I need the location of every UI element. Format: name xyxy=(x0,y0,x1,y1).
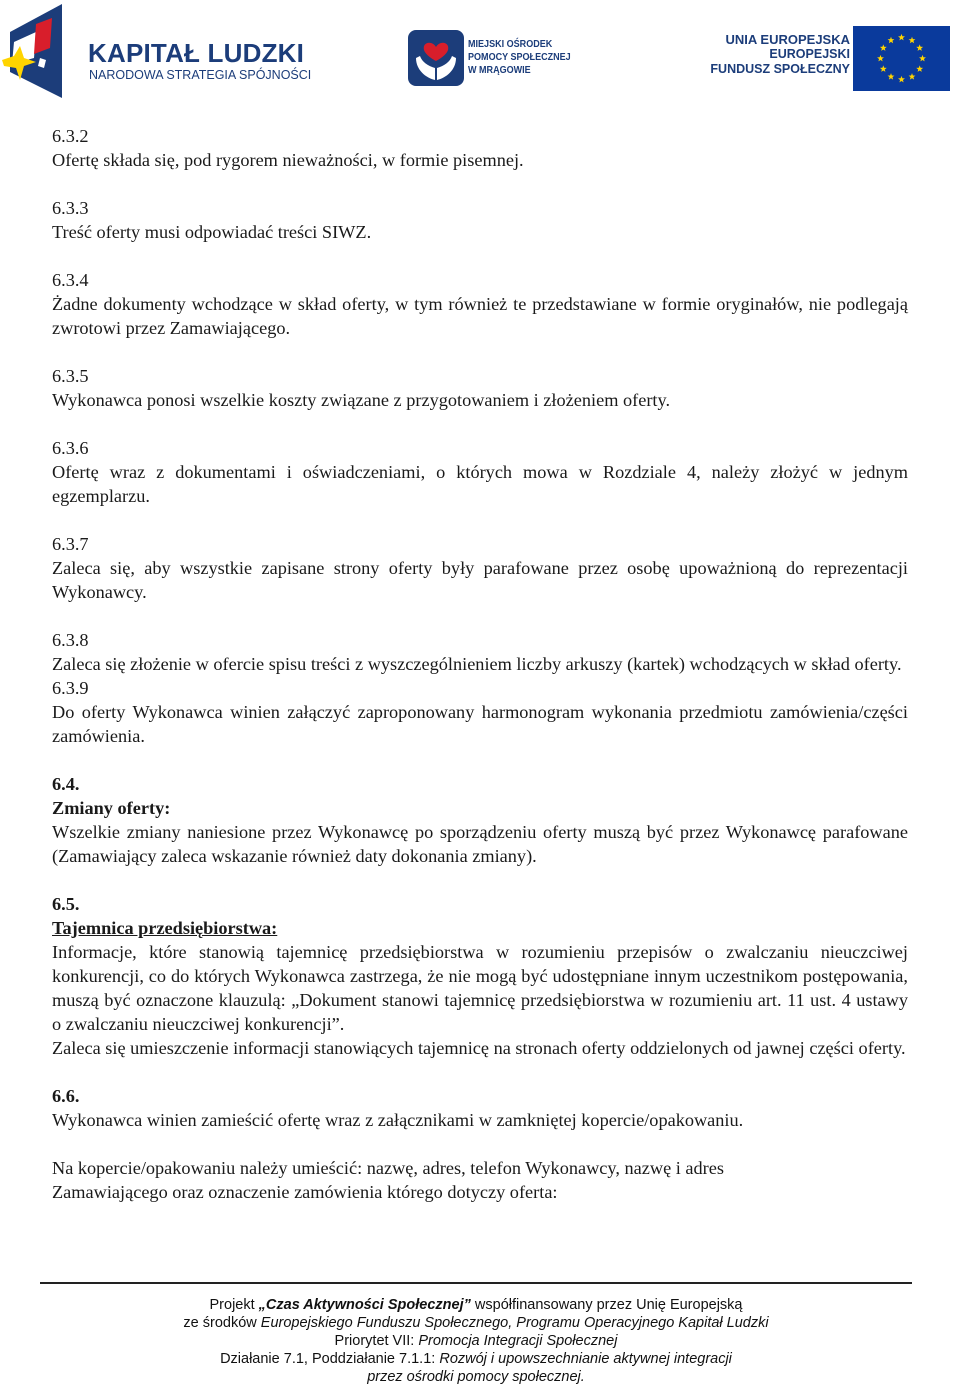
mops-logo xyxy=(408,30,608,90)
section-6-5 xyxy=(52,892,908,1060)
section-6-4 xyxy=(52,772,908,868)
footer-text: współfinansowany przez Unię Europejską xyxy=(470,1297,743,1313)
section-text: Do oferty Wykonawca winien załączyć zaproponowany harmonogram wykonania przedmiotu zamówienia/części zamówienia. xyxy=(52,702,908,746)
footer-text: ze środków xyxy=(183,1315,261,1331)
eu-efs-text xyxy=(700,32,850,77)
section-number: 6.3.3 xyxy=(52,198,89,218)
section-text: Żadne dokumenty wchodzące w skład oferty, w tym również te przedstawiane w formie oryginałów, nie podlegają zwrotowi przez Zamawiającego. xyxy=(52,294,908,338)
section-number: 6.3.7 xyxy=(52,534,89,554)
section-6-3-8 xyxy=(52,628,908,676)
section-number: 6.4. xyxy=(52,774,80,794)
section-number: 6.6. xyxy=(52,1086,80,1106)
section-number: 6.3.8 xyxy=(52,630,89,650)
footer-text: Priorytet VII: xyxy=(334,1333,419,1349)
section-number: 6.3.6 xyxy=(52,438,89,458)
kapital-ludzki-logo xyxy=(0,2,330,102)
section-6-3-3 xyxy=(52,196,908,244)
section-6-3-9 xyxy=(52,676,908,748)
footer-line-4 xyxy=(40,1350,912,1368)
eu-flag-icon xyxy=(853,26,950,91)
footer-line-3 xyxy=(40,1332,912,1350)
section-number: 6.3.2 xyxy=(52,126,89,146)
footer-line-5 xyxy=(40,1368,912,1386)
footer-text: Projekt xyxy=(209,1297,259,1313)
section-6-3-7 xyxy=(52,532,908,604)
section-text: Zaleca się złożenie w ofercie spisu treści z wyszczególnieniem liczby arkuszy (kartek) wchodzących w skład oferty. xyxy=(52,654,902,674)
footer-divider xyxy=(40,1282,912,1284)
page-footer xyxy=(40,1296,912,1386)
kapital-ludzki-title: KAPITAŁ LUDZKI xyxy=(88,38,305,68)
footer-line-2 xyxy=(40,1314,912,1332)
eu-efs-logo xyxy=(700,24,952,96)
kapital-ludzki-emblem-icon xyxy=(0,2,80,102)
section-6-3-2 xyxy=(52,124,908,172)
section-text: Ofertę wraz z dokumentami i oświadczeniami, o których mowa w Rozdziale 4, należy złożyć w jednym egzemplarzu. xyxy=(52,462,908,506)
mops-name-line: W MRĄGOWIE xyxy=(468,64,531,76)
footer-text: Działanie 7.1, Poddziałanie 7.1.1: xyxy=(220,1351,440,1367)
section-text: Wszelkie zmiany naniesione przez Wykonawcę po sporządzeniu oferty muszą być przez Wykonawcę parafowane (Zamawiający zaleca wskazanie również daty dokonania zmiany). xyxy=(52,822,908,866)
section-title: Zmiany oferty: xyxy=(52,798,171,818)
section-number: 6.3.4 xyxy=(52,270,89,290)
mops-name xyxy=(468,38,588,77)
footer-italic-text: Promocja Integracji Społecznej xyxy=(418,1333,618,1349)
footer-italic-text: Europejskiego Funduszu Społecznego, Programu Operacyjnego Kapitał Ludzki xyxy=(260,1315,769,1331)
section-title: Tajemnica przedsiębiorstwa: xyxy=(52,918,278,938)
eu-line: FUNDUSZ SPOŁECZNY xyxy=(710,62,850,76)
section-number: 6.5. xyxy=(52,894,80,914)
mops-name-line: POMOCY SPOŁECZNEJ xyxy=(468,51,571,63)
section-6-3-5 xyxy=(52,364,908,412)
closing-line: Na kopercie/opakowaniu należy umieścić: nazwę, adres, telefon Wykonawcy, nazwę i adres xyxy=(52,1158,724,1178)
section-text: Wykonawca ponosi wszelkie koszty związane z przygotowaniem i złożeniem oferty. xyxy=(52,390,671,410)
project-name: „Czas Aktywności Społecznej” xyxy=(258,1297,471,1313)
document-body xyxy=(52,124,908,1228)
section-text: Wykonawca winien zamieścić ofertę wraz z załącznikami w zamkniętej kopercie/opakowaniu. xyxy=(52,1110,744,1130)
footer-italic-text: przez ośrodki pomocy społecznej. xyxy=(367,1369,585,1385)
mops-name-line: MIEJSKI OŚRODEK xyxy=(468,38,553,50)
section-text: Zaleca się umieszczenie informacji stanowiących tajemnicę na stronach oferty oddzielonych od jawnej części oferty. xyxy=(52,1038,906,1058)
closing-paragraph xyxy=(52,1156,908,1204)
section-number: 6.3.9 xyxy=(52,678,89,698)
section-number: 6.3.5 xyxy=(52,366,89,386)
section-6-6 xyxy=(52,1084,908,1132)
section-text: Treść oferty musi odpowiadać treści SIWZ. xyxy=(52,222,372,242)
section-text: Informacje, które stanowią tajemnicę przedsiębiorstwa w rozumieniu przepisów o zwalczaniu nieuczciwej konkurencji, co do których Wykonawca zastrzega, że nie mogą być udostępniane innym uczestnikom postępowania, muszą być oznaczone klauzulą: „Dokument stanowi tajemnicę przedsiębiorstwa w rozumieniu art. 11 ust. 4 ustawy o zwalczaniu nieuczciwej konkurencji”. xyxy=(52,942,908,1034)
section-text: Ofertę składa się, pod rygorem nieważności, w formie pisemnej. xyxy=(52,150,524,170)
section-6-3-6 xyxy=(52,436,908,508)
page-header xyxy=(0,0,960,110)
footer-line-1 xyxy=(40,1296,912,1314)
footer-italic-text: Rozwój i upowszechnianie aktywnej integracji xyxy=(439,1351,732,1367)
section-text: Zaleca się, aby wszystkie zapisane strony oferty były parafowane przez osobę upoważnioną do reprezentacji Wykonawcy. xyxy=(52,558,908,602)
closing-line: Zamawiającego oraz oznaczenie zamówienia którego dotyczy oferta: xyxy=(52,1182,558,1202)
section-6-3-4 xyxy=(52,268,908,340)
eu-line: UNIA EUROPEJSKA xyxy=(725,32,850,47)
mops-hands-heart-icon xyxy=(408,30,464,86)
eu-line: EUROPEJSKI xyxy=(769,47,850,61)
kapital-ludzki-subtitle: NARODOWA STRATEGIA SPÓJNOŚCI xyxy=(89,68,312,82)
